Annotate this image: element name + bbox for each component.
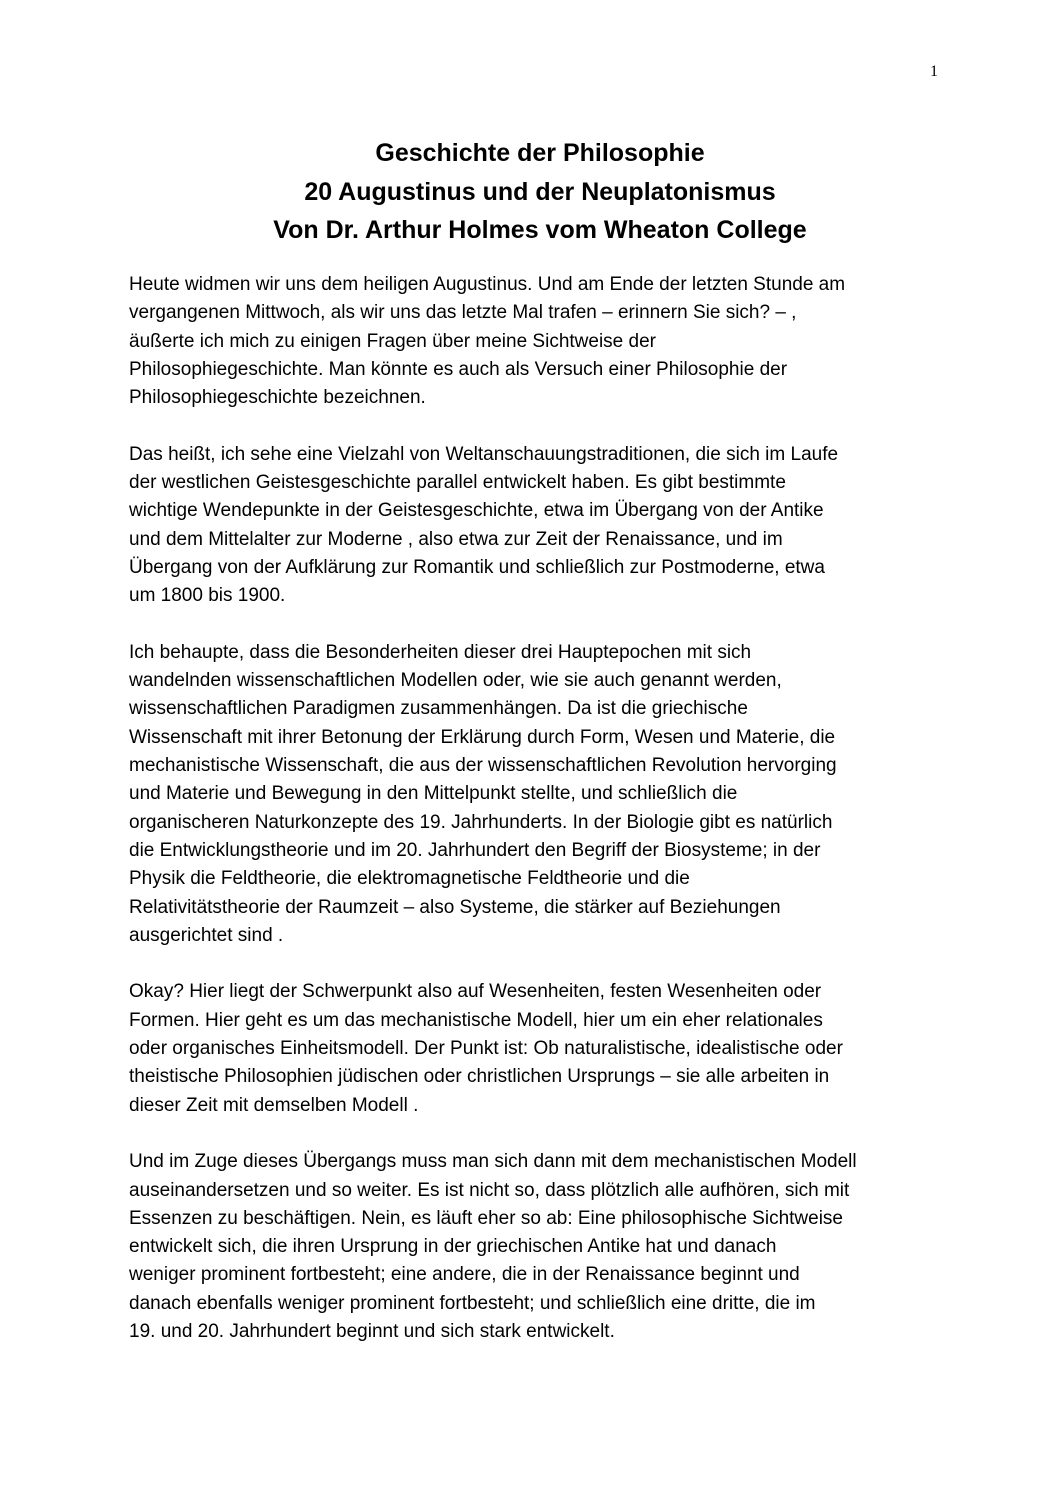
text-line: Philosophiegeschichte bezeichnen. — [129, 387, 426, 409]
text-line: entwickelt sich, die ihren Ursprung in der griechischen Antike hat und danach — [129, 1236, 777, 1258]
text-line: Physik die Feldtheorie, die elektromagnetische Feldtheorie und die — [129, 868, 690, 890]
paragraph-2 — [129, 441, 939, 611]
text-line: äußerte ich mich zu einigen Fragen über meine Sichtweise der — [129, 330, 656, 352]
text-line: auseinandersetzen und so weiter. Es ist nicht so, dass plötzlich alle aufhören, sich mit — [129, 1179, 850, 1201]
text-line: um 1800 bis 1900. — [129, 585, 286, 607]
text-line: ausgerichtet sind . — [129, 924, 284, 946]
text-line: weniger prominent fortbesteht; eine andere, die in der Renaissance beginnt und — [129, 1264, 800, 1286]
text-line: und Materie und Bewegung in den Mittelpunkt stellte, und schließlich die — [129, 783, 738, 805]
paragraph-3 — [129, 639, 939, 950]
page-number: 1 — [930, 63, 938, 80]
text-line: oder organisches Einheitsmodell. Der Punkt ist: Ob naturalistische, idealistische oder — [129, 1038, 843, 1060]
text-line: Das heißt, ich sehe eine Vielzahl von Weltanschauungstraditionen, die sich im Laufe — [129, 443, 839, 465]
paragraph-4 — [129, 978, 939, 1119]
subtitle-line: 20 Augustinus und der Neuplatonismus — [304, 177, 776, 206]
text-line: 19. und 20. Jahrhundert beginnt und sich stark entwickelt. — [129, 1320, 615, 1342]
text-line: Übergang von der Aufklärung zur Romantik und schließlich zur Postmoderne, etwa — [129, 556, 825, 578]
text-line: der westlichen Geistesgeschichte parallel entwickelt haben. Es gibt bestimmte — [129, 472, 786, 494]
paragraph-5 — [129, 1148, 939, 1346]
text-line: Und im Zuge dieses Übergangs muss man sich dann mit dem mechanistischen Modell — [129, 1151, 857, 1173]
text-line: wandelnden wissenschaftlichen Modellen oder, wie sie auch genannt werden, — [129, 670, 782, 692]
text-line: und dem Mittelalter zur Moderne , also etwa zur Zeit der Renaissance, und im — [129, 528, 783, 550]
paragraph-1 — [129, 271, 939, 412]
text-line: Ich behaupte, dass die Besonderheiten dieser drei Hauptepochen mit sich — [129, 641, 752, 663]
author-line: Von Dr. Arthur Holmes vom Wheaton College — [273, 216, 807, 244]
text-line: Philosophiegeschichte. Man könnte es auch als Versuch einer Philosophie der — [129, 358, 788, 380]
text-line: Heute widmen wir uns dem heiligen Augustinus. Und am Ende der letzten Stunde am — [129, 274, 846, 295]
text-line: wissenschaftlichen Paradigmen zusammenhängen. Da ist die griechische — [129, 698, 748, 720]
text-line: danach ebenfalls weniger prominent fortbesteht; und schließlich eine dritte, die im — [129, 1292, 816, 1314]
text-line: theistische Philosophien jüdischen oder christlichen Ursprungs – sie alle arbeiten in — [129, 1066, 830, 1088]
text-line: die Entwicklungstheorie und im 20. Jahrhundert den Begriff der Biosysteme; in der — [129, 839, 821, 861]
text-line: vergangenen Mittwoch, als wir uns das letzte Mal trafen – erinnern Sie sich? – , — [129, 302, 797, 324]
text-line: organischeren Naturkonzepte des 19. Jahrhunderts. In der Biologie gibt es natürlich — [129, 811, 833, 833]
title-line: Geschichte der Philosophie — [375, 139, 705, 167]
text-line: Essenzen zu beschäftigen. Nein, es läuft eher so ab: Eine philosophische Sichtweise — [129, 1207, 843, 1229]
document-title — [100, 134, 980, 250]
text-line: Wissenschaft mit ihrer Betonung der Erklärung durch Form, Wesen und Materie, die — [129, 726, 836, 748]
text-line: dieser Zeit mit demselben Modell . — [129, 1094, 419, 1116]
text-line: Relativitätstheorie der Raumzeit – also Systeme, die stärker auf Beziehungen — [129, 896, 781, 918]
text-line: wichtige Wendepunkte in der Geistesgeschichte, etwa im Übergang von der Antike — [129, 500, 824, 522]
text-line: mechanistische Wissenschaft, die aus der wissenschaftlichen Revolution hervorging — [129, 755, 837, 777]
text-line: Okay? Hier liegt der Schwerpunkt also auf Wesenheiten, festen Wesenheiten oder — [129, 981, 822, 1003]
body-text — [129, 271, 939, 1375]
text-line: Formen. Hier geht es um das mechanistische Modell, hier um ein eher relationales — [129, 1009, 823, 1031]
